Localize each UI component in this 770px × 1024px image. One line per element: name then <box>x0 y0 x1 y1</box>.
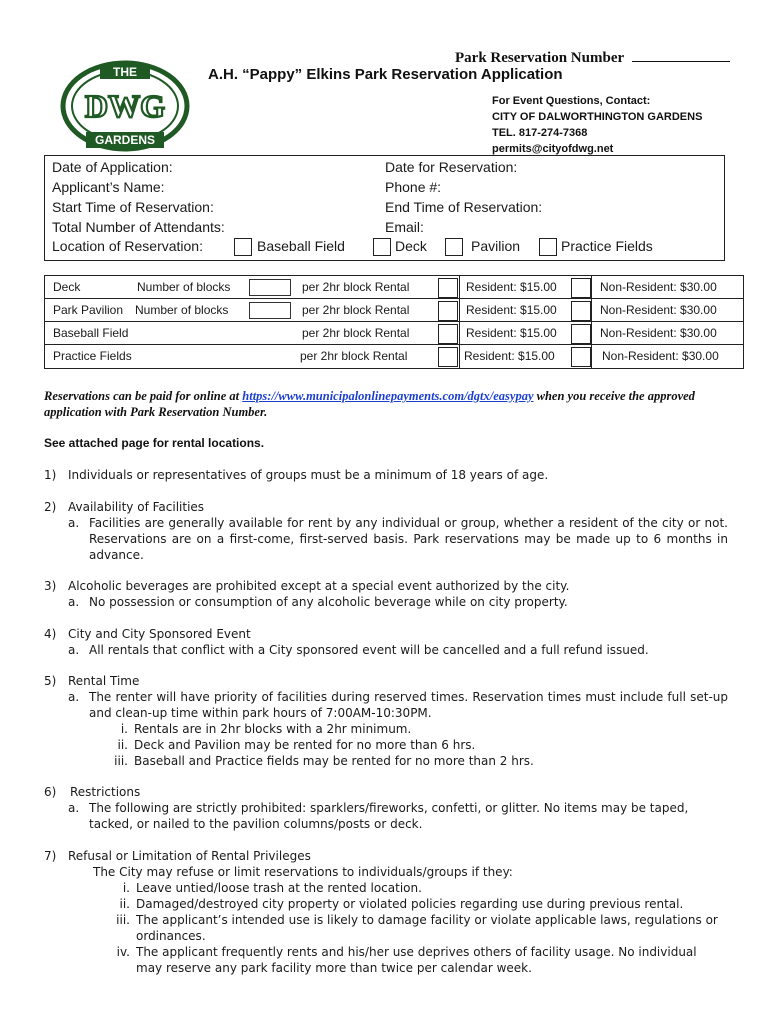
payment-note <box>44 388 744 420</box>
practice-fields-checkbox[interactable] <box>539 238 557 256</box>
start-time-field[interactable]: Start Time of Reservation: <box>52 199 214 215</box>
roman-label: i. <box>120 722 128 736</box>
rule-heading: Availability of Facilities <box>68 500 205 514</box>
roman-text: Deck and Pavilion may be rented for no more than 6 hrs. <box>134 738 476 752</box>
sub-label: a. <box>68 801 80 815</box>
sub-text: Facilities are generally available for rent by any individual or group, whether a resident of the city or not. Reservations are on a first-come, first-served basis. Park reservations may be made up to 6 months in advance. <box>89 516 728 562</box>
rule-4a <box>68 642 728 658</box>
rule-heading: Rental Time <box>68 674 140 688</box>
logo-monogram: DWG <box>85 88 165 124</box>
resident-checkbox[interactable] <box>438 301 458 321</box>
rule-number: 1) <box>44 468 57 482</box>
date-for-reservation-field[interactable]: Date for Reservation: <box>385 159 518 175</box>
resident-rate: Resident: $15.00 <box>466 326 557 340</box>
reservation-number-blank[interactable] <box>632 47 730 62</box>
roman-label: i. <box>122 881 130 895</box>
rule-heading: Refusal or Limitation of Rental Privileges <box>68 849 311 863</box>
sub-text: No possession or consumption of any alcoholic beverage while on city property. <box>89 595 568 609</box>
roman-label: iii. <box>116 913 130 927</box>
baseball-field-checkbox[interactable] <box>234 238 252 256</box>
sub-text: All rentals that conflict with a City sponsored event will be cancelled and a full refund issued. <box>89 643 649 657</box>
sub-label: a. <box>68 595 80 609</box>
facility-name: Deck <box>53 280 81 294</box>
pavilion-option: Pavilion <box>471 238 521 254</box>
email-field[interactable]: Email: <box>385 219 424 235</box>
payment-note-before: Reservations can be paid for online at <box>44 389 243 403</box>
resident-checkbox[interactable] <box>438 347 458 367</box>
baseball-field-option: Baseball Field <box>257 238 345 254</box>
rule-1 <box>44 467 734 483</box>
rule-7-intro: The City may refuse or limit reservations to individuals/groups if they: <box>93 865 513 879</box>
rule-4 <box>44 626 734 660</box>
see-attached-note: See attached page for rental locations. <box>44 436 265 450</box>
roman-label: ii. <box>119 897 130 911</box>
facility-name: Practice Fields <box>53 349 132 363</box>
nonresident-checkbox[interactable] <box>571 324 591 344</box>
sub-label: a. <box>68 690 80 704</box>
nonresident-rate: Non-Resident: $30.00 <box>600 303 717 317</box>
resident-rate: Resident: $15.00 <box>464 349 555 363</box>
application-info-box <box>44 155 725 261</box>
blocks-label: Number of blocks <box>137 280 231 294</box>
pavilion-checkbox[interactable] <box>445 238 463 256</box>
reservation-number-label: Park Reservation Number <box>455 50 624 66</box>
logo-top-text: THE <box>113 65 137 79</box>
roman-label: iii. <box>114 754 128 768</box>
rate-text: per 2hr block Rental <box>302 280 410 294</box>
rule-number: 5) <box>44 674 57 688</box>
payment-link[interactable]: https://www.municipalonlinepayments.com/dgtx/easypay <box>242 389 534 403</box>
practice-fields-option: Practice Fields <box>561 238 653 254</box>
applicant-name-field[interactable]: Applicant’s Name: <box>52 179 165 195</box>
end-time-field[interactable]: End Time of Reservation: <box>385 199 543 215</box>
rule-number: 6) <box>44 785 57 799</box>
rate-text: per 2hr block Rental <box>300 349 408 363</box>
contact-tel: TEL. 817-274-7368 <box>492 127 588 139</box>
rule-3 <box>44 578 734 612</box>
payment-note-after: when you receive the approved application with Park Reservation Number. <box>44 389 695 419</box>
nonresident-rate: Non-Resident: $30.00 <box>602 349 719 363</box>
sub-label: a. <box>68 643 80 657</box>
rule-number: 4) <box>44 627 57 641</box>
contact-heading: For Event Questions, Contact: <box>492 95 651 107</box>
rental-row-baseball <box>45 322 743 345</box>
rule-text: Individuals or representatives of groups must be a minimum of 18 years of age. <box>68 468 549 482</box>
rule-number: 7) <box>44 849 57 863</box>
roman-text: Leave untied/loose trash at the rented location. <box>136 881 422 895</box>
rental-row-practice <box>45 345 743 368</box>
resident-checkbox[interactable] <box>438 278 458 298</box>
facility-name: Park Pavilion <box>53 303 124 317</box>
rule-6 <box>44 784 734 834</box>
deck-checkbox[interactable] <box>373 238 391 256</box>
rental-row-pavilion <box>45 299 743 322</box>
city-logo <box>60 60 190 152</box>
blocks-input[interactable] <box>249 279 291 296</box>
nonresident-rate: Non-Resident: $30.00 <box>600 326 717 340</box>
rule-2 <box>44 499 734 565</box>
rental-row-deck <box>45 276 743 299</box>
facility-name: Baseball Field <box>53 326 129 340</box>
rule-7-i <box>110 880 720 896</box>
rule-number: 2) <box>44 500 57 514</box>
rule-2a <box>68 515 728 563</box>
rule-5a <box>68 689 728 721</box>
rental-table <box>44 275 744 369</box>
contact-email: permits@cityofdwg.net <box>492 143 614 155</box>
rule-heading: Restrictions <box>70 785 141 799</box>
phone-field[interactable]: Phone #: <box>385 179 442 195</box>
rule-7-iv <box>110 944 720 976</box>
resident-rate: Resident: $15.00 <box>466 303 557 317</box>
location-label: Location of Reservation: <box>52 238 203 254</box>
roman-text: The applicant frequently rents and his/her use deprives others of facility usage. No individual may reserve any park facility more than twice per calendar week. <box>136 945 697 975</box>
resident-rate: Resident: $15.00 <box>466 280 557 294</box>
contact-block <box>492 93 702 157</box>
contact-org: CITY OF DALWORTHINGTON GARDENS <box>492 111 703 123</box>
resident-checkbox[interactable] <box>438 324 458 344</box>
sub-text: The renter will have priority of facilities during reserved times. Reservation times must include full set-up and clean-up time within park hours of 7:00AM-10:30PM. <box>89 690 728 720</box>
logo-graphic <box>60 60 190 152</box>
rule-5a-i <box>108 721 718 737</box>
roman-text: The applicant’s intended use is likely to damage facility or violate applicable laws, regulations or ordinances. <box>136 913 718 943</box>
roman-text: Rentals are in 2hr blocks with a 2hr minimum. <box>134 722 412 736</box>
rule-number: 3) <box>44 579 57 593</box>
roman-label: ii. <box>117 738 128 752</box>
total-attendants-field[interactable]: Total Number of Attendants: <box>52 219 225 235</box>
nonresident-rate: Non-Resident: $30.00 <box>600 280 717 294</box>
page-title: A.H. “Pappy” Elkins Park Reservation Application <box>208 66 563 83</box>
logo-bottom-text: GARDENS <box>94 133 156 147</box>
reservation-number-field <box>455 47 730 67</box>
rule-7-ii <box>110 896 720 912</box>
rule-5a-iii <box>108 753 718 769</box>
blocks-input[interactable] <box>249 302 291 319</box>
rule-3a <box>68 594 728 610</box>
rate-text: per 2hr block Rental <box>302 326 410 340</box>
rule-6a <box>68 800 728 832</box>
roman-label: iv. <box>116 945 130 959</box>
rule-5a-ii <box>108 737 718 753</box>
rate-text: per 2hr block Rental <box>302 303 410 317</box>
date-of-application-field[interactable]: Date of Application: <box>52 159 173 175</box>
nonresident-checkbox[interactable] <box>571 278 591 298</box>
blocks-label: Number of blocks <box>135 303 229 317</box>
rule-5 <box>44 673 734 771</box>
roman-text: Damaged/destroyed city property or violated policies regarding use during previous rental. <box>136 897 684 911</box>
rule-heading: Alcoholic beverages are prohibited except at a special event authorized by the city. <box>68 579 570 593</box>
deck-option: Deck <box>395 238 427 254</box>
sub-text: The following are strictly prohibited: sparklers/fireworks, confetti, or glitter. No items may be taped, tacked, or nailed to the pavilion columns/posts or deck. <box>89 801 689 831</box>
nonresident-checkbox[interactable] <box>571 347 591 367</box>
rule-7 <box>44 848 734 978</box>
nonresident-checkbox[interactable] <box>571 301 591 321</box>
roman-text: Baseball and Practice fields may be rented for no more than 2 hrs. <box>134 754 534 768</box>
rule-heading: City and City Sponsored Event <box>68 627 251 641</box>
sub-label: a. <box>68 516 80 530</box>
rule-7-iii <box>110 912 720 944</box>
